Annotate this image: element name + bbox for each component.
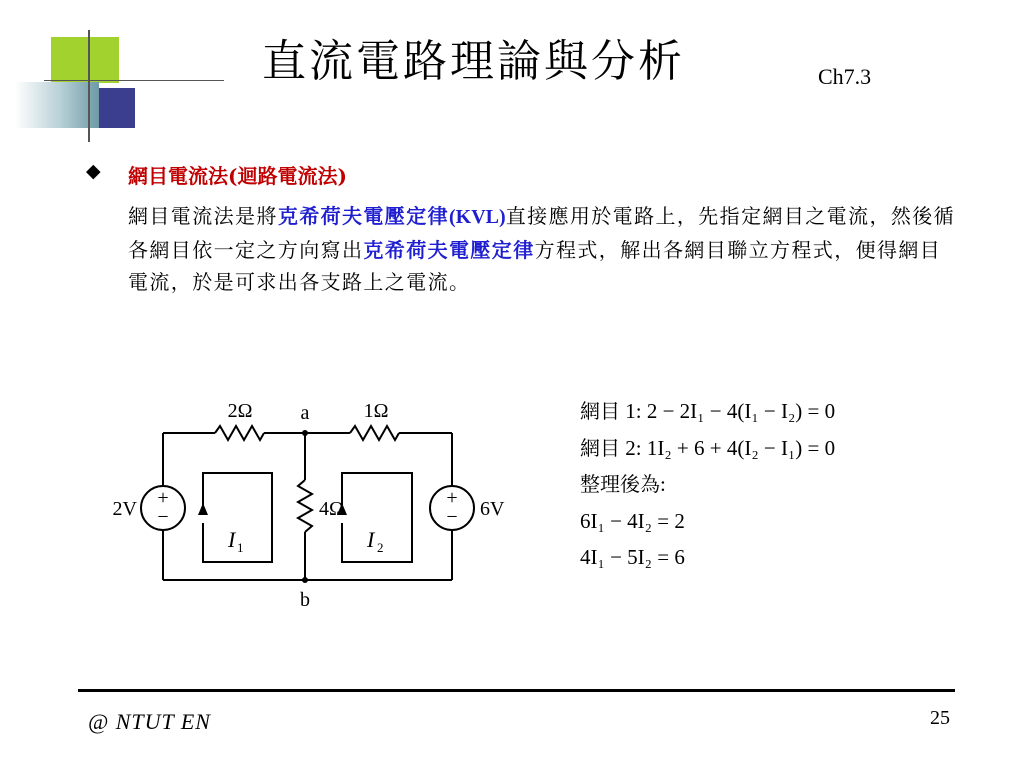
keyword-kvl-2: 克希荷夫電壓定律 [363, 237, 535, 262]
label-node-a: a [300, 402, 310, 424]
keyword-kvl-1: 克希荷夫電壓定律 [277, 204, 450, 228]
label-mesh1-sub: 1 [237, 540, 244, 555]
body-paragraph [128, 200, 958, 299]
mesh2-label: 網目 [580, 435, 620, 460]
label-node-b: b [300, 589, 310, 611]
resistor-2ohm [215, 426, 264, 440]
source-left-minus: − [157, 506, 169, 528]
equation-simplified-1: 6I₁ − 4I₂ = 2 [580, 508, 685, 533]
mesh1-label: 網目 [580, 399, 620, 423]
source-right-plus: + [446, 487, 458, 509]
para-text-1: 網目電流法是將 [128, 204, 278, 228]
chapter-label: Ch7.3 [818, 64, 872, 89]
para-text-2: 直接應用於電路上，先指定網目之電流，然後循各網目依一定之方向寫出 [128, 204, 956, 262]
deco-horizontal-line [44, 80, 224, 81]
keyword-kvl-abbrev: (KVL) [449, 206, 506, 228]
deco-green-square [51, 37, 119, 83]
page-title: 直流電路理論與分析 [262, 36, 685, 87]
source-right-minus: − [446, 506, 458, 528]
node-b-dot [302, 577, 308, 583]
section-heading: 網目電流法(迴路電流法) [128, 164, 347, 188]
page-number: 25 [930, 707, 950, 729]
resistor-4ohm [298, 480, 312, 532]
equations-block [580, 393, 835, 576]
deco-blue-square [93, 88, 135, 128]
label-mesh1-current: I [228, 527, 236, 552]
mesh2-equation: 2: 1I₂ + 6 + 4(I₂ − I₁) = 0 [625, 435, 836, 460]
label-mesh2-sub: 2 [377, 540, 384, 555]
equation-mesh2 [580, 430, 835, 467]
footer-credit: @ NTUT EN [88, 709, 211, 734]
source-left-plus: + [157, 487, 169, 509]
deco-vertical-line [88, 30, 90, 142]
label-mesh2-current: I [367, 527, 375, 552]
label-v-left: 2V [112, 498, 137, 520]
bullet-diamond-icon: ◆ [86, 160, 101, 182]
node-a-dot [302, 430, 308, 436]
label-r-1ohm: 1Ω [363, 400, 389, 422]
equation-simplified-2: 4I₁ − 5I₂ = 6 [580, 545, 685, 569]
footer-divider [78, 689, 955, 692]
label-r-4ohm: 4Ω [319, 498, 344, 520]
para-text-3: 方程式，解出各網目聯立方程式，便得網目電流，於是可求出各支路上之電流。 [128, 237, 942, 294]
resistor-1ohm [350, 426, 399, 440]
deco-teal-gradient [15, 82, 99, 128]
label-v-right: 6V [480, 498, 505, 520]
circuit-diagram [100, 395, 520, 620]
after-arranging-label: 整理後為: [580, 472, 666, 496]
mesh1-equation: 1: 2 − 2I₁ − 4(I₁ − I₂) = 0 [625, 399, 836, 423]
equation-mesh1 [580, 393, 835, 430]
label-r-2ohm: 2Ω [227, 400, 253, 422]
